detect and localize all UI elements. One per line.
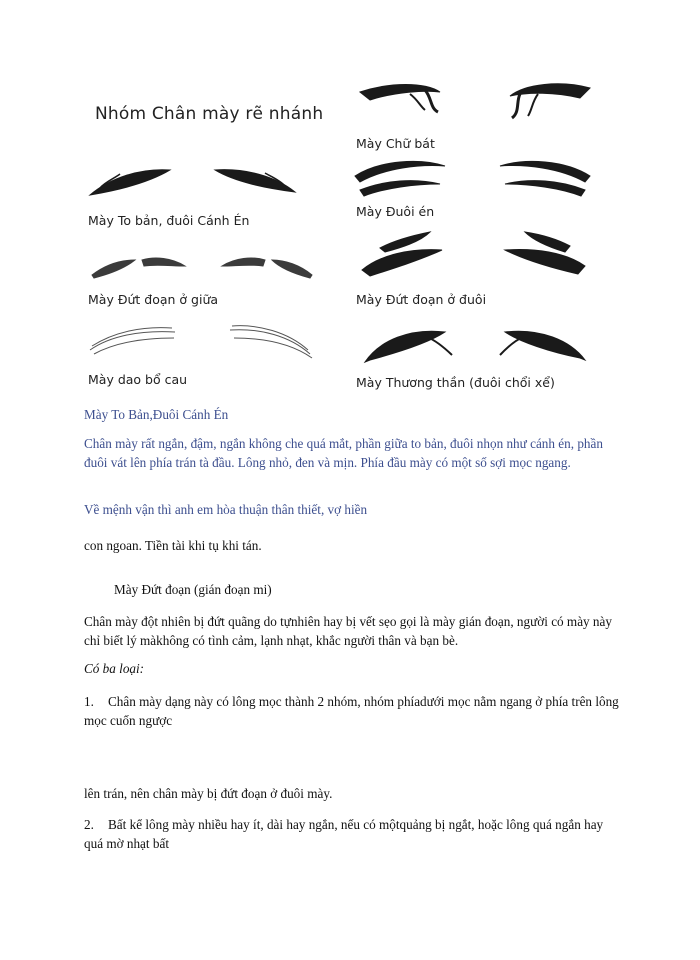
caption-to-ban: Mày To bản, đuôi Cánh Én bbox=[88, 213, 250, 228]
brow-duoi-en-left bbox=[355, 161, 445, 196]
caption-dut-doan-duoi: Mày Đứt đoạn ở đuôi bbox=[356, 292, 487, 307]
brow-chu-bat-left bbox=[360, 85, 440, 113]
brow-chu-bat-right bbox=[510, 84, 590, 118]
brow-thuong-than-right bbox=[500, 331, 585, 360]
list-item-2-text: Bất kể lông mày nhiều hay ít, dài hay ngắn, nếu có mộtquảng bị ngắt, hoặc lông quá ngắn hay quá mờ nhạt bất bbox=[84, 817, 604, 851]
list-item-2 bbox=[84, 815, 624, 853]
caption-thuong-than: Mày Thương thần (đuôi chổi xể) bbox=[356, 375, 555, 390]
paragraph-len-tran: lên trán, nên chân mày bị đứt đoạn ở đuôi mày. bbox=[84, 786, 333, 801]
paragraph-tien-tai: con ngoan. Tiền tài khi tụ khi tán. bbox=[84, 538, 262, 553]
brow-dao-bo-cau-right bbox=[230, 326, 312, 358]
heading-to-ban: Mày To Bản,Đuôi Cánh Én bbox=[84, 407, 229, 422]
paragraph-co-ba-loai: Có ba loại: bbox=[84, 661, 145, 676]
caption-dao-bo-cau: Mày dao bổ cau bbox=[88, 372, 188, 387]
brow-to-ban-left bbox=[90, 170, 170, 195]
paragraph-menh-van: Về mệnh vận thì anh em hòa thuận thân thiết, vợ hiền bbox=[84, 502, 368, 517]
paragraph-dut-doan-description: Chân mày đột nhiên bị đứt quãng do tựnhiên hay bị vết sẹo gọi là mày gián đoạn, người có mày này chỉ biết lý màkhông có tình cảm, lạnh nhạt, khắc người thân và bạn bè. bbox=[84, 614, 612, 648]
list-item-1-text: Chân mày dạng này có lông mọc thành 2 nhóm, nhóm phíadưới mọc nằm ngang ở phía trên lông mọc cuốn ngược bbox=[84, 694, 619, 728]
brow-dut-doan-duoi-left bbox=[362, 232, 442, 276]
paragraph-to-ban-description: Chân mày rất ngắn, đậm, ngắn không che quá mắt, phần giữa to bản, đuôi nhọn như cánh én, phần đuôi vát lên phía trán tà đầu. Lông nhỏ, đen và mịn. Phía đầu mày có một số sợi mọc ngang. bbox=[84, 436, 603, 470]
brow-duoi-en-right bbox=[500, 161, 590, 196]
caption-dut-doan-giua: Mày Đứt đoạn ở giữa bbox=[88, 292, 219, 307]
brow-thuong-than-left bbox=[365, 331, 452, 362]
figure-title: Nhóm Chân mày rẽ nhánh bbox=[95, 104, 324, 124]
caption-chu-bat: Mày Chữ bát bbox=[356, 136, 435, 151]
caption-duoi-en: Mày Đuôi én bbox=[356, 204, 435, 219]
list-item-1-number: 1. bbox=[84, 694, 94, 709]
heading-dut-doan: Mày Đứt đoạn (gián đoạn mi) bbox=[114, 582, 272, 597]
list-item-1 bbox=[84, 692, 624, 730]
brow-dut-doan-giua-right bbox=[222, 258, 312, 278]
brow-to-ban-right bbox=[215, 170, 295, 192]
brow-dut-doan-giua-left bbox=[92, 258, 185, 278]
list-item-2-number: 2. bbox=[84, 817, 94, 832]
brow-dao-bo-cau-left bbox=[90, 328, 175, 354]
eyebrow-figure bbox=[80, 70, 620, 400]
brow-dut-doan-duoi-right bbox=[505, 232, 585, 274]
